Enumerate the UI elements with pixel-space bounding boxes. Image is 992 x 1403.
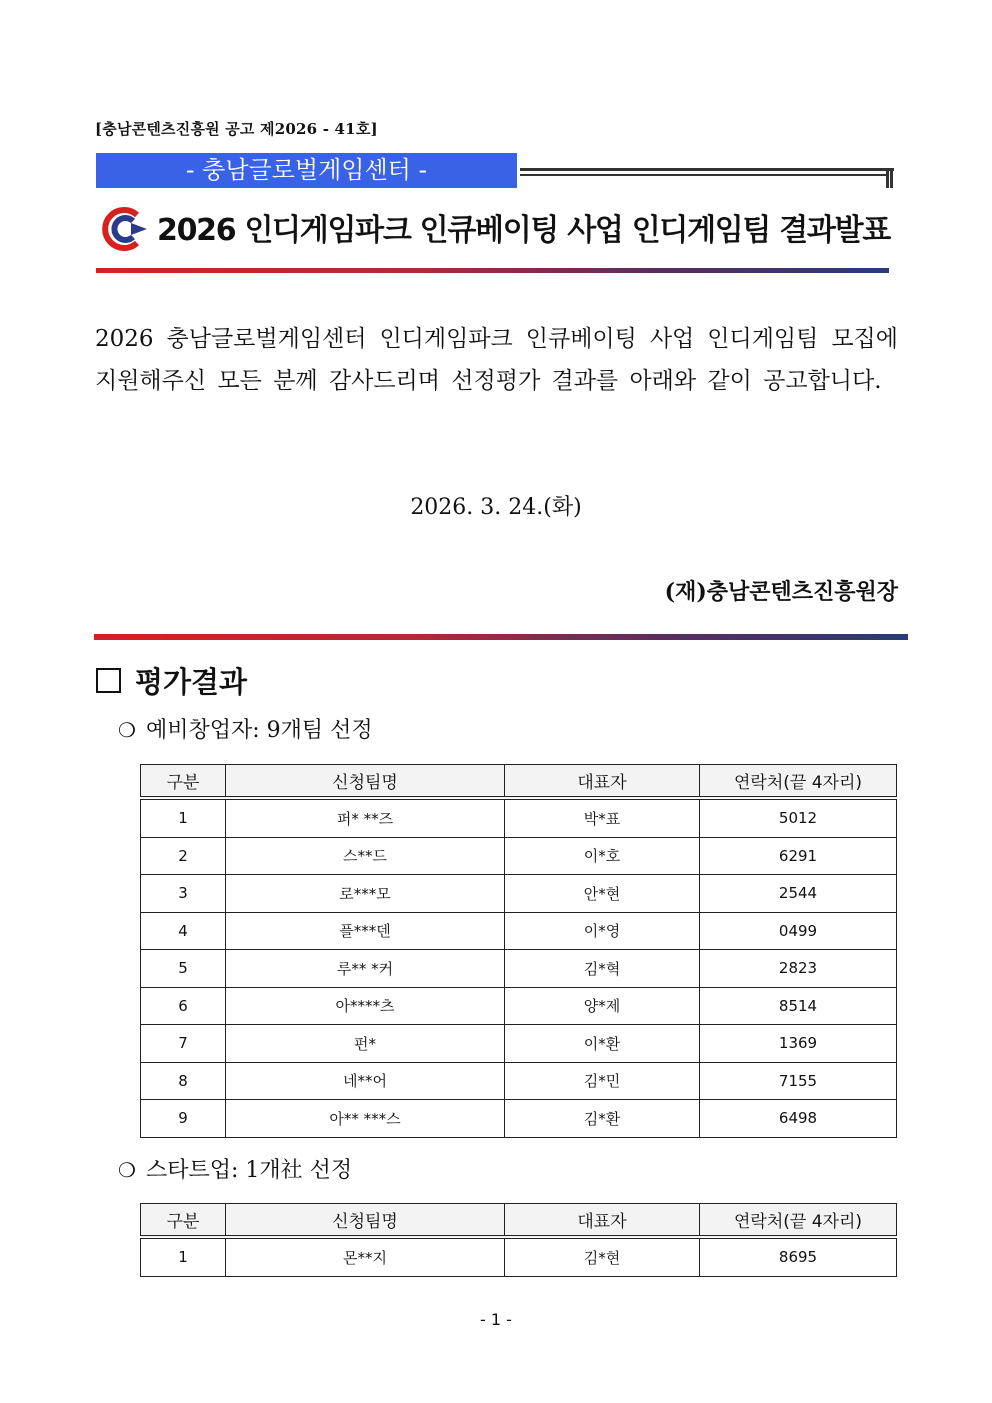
announcement-date: 2026. 3. 24.(화)	[410, 495, 582, 520]
issuer: (재)충남콘텐츠진흥원장	[664, 579, 898, 605]
banner-divider	[890, 168, 893, 188]
hollow-circle-icon: ❍	[118, 1158, 136, 1182]
cell-rep: 이*환	[505, 1025, 700, 1063]
table-row	[141, 837, 897, 875]
banner-divider	[886, 168, 889, 188]
banner-divider	[520, 174, 888, 176]
table-row	[141, 987, 897, 1025]
cell-no: 7	[141, 1025, 226, 1063]
table-row	[141, 1062, 897, 1100]
section-divider	[94, 634, 908, 640]
cell-team: 네**어	[226, 1062, 505, 1100]
section-title-text: 평가결과	[135, 665, 248, 699]
table-row	[141, 912, 897, 950]
table-row	[141, 1237, 897, 1276]
cell-rep: 김*환	[505, 1100, 700, 1138]
header-contact: 연락처(끝 4자리)	[700, 1204, 897, 1238]
table-row	[141, 1100, 897, 1138]
cell-team: 퍼* **즈	[226, 798, 505, 837]
cell-contact: 6498	[700, 1100, 897, 1138]
center-banner: - 충남글로벌게임센터 -	[96, 153, 517, 188]
cell-no: 1	[141, 1237, 226, 1276]
cell-no: 2	[141, 837, 226, 875]
cell-no: 4	[141, 912, 226, 950]
title-underline	[96, 268, 889, 273]
cnc-logo-icon	[97, 206, 149, 252]
pre-startup-heading-text: 예비창업자: 9개팀 선정	[145, 718, 373, 743]
cell-team: 아** ***스	[226, 1100, 505, 1138]
cell-no: 6	[141, 987, 226, 1025]
section-title	[96, 660, 247, 701]
notice-number: [충남콘텐츠진흥원 공고 제2026 - 41호]	[95, 120, 378, 138]
cell-team: 펀*	[226, 1025, 505, 1063]
cell-contact: 8514	[700, 987, 897, 1025]
table-row	[141, 1025, 897, 1063]
startup-table	[140, 1203, 897, 1277]
header-contact: 연락처(끝 4자리)	[700, 765, 897, 799]
table-row	[141, 798, 897, 837]
cell-contact: 8695	[700, 1237, 897, 1276]
table-row	[141, 950, 897, 988]
hollow-circle-icon: ❍	[118, 718, 136, 742]
table-header-row	[141, 1204, 897, 1238]
cell-team: 몬**지	[226, 1237, 505, 1276]
cell-rep: 박*표	[505, 798, 700, 837]
pre-startup-table	[140, 764, 897, 1138]
page-number: - 1 -	[480, 1310, 512, 1329]
cell-team: 로***모	[226, 875, 505, 913]
main-title: 2026 인디게임파크 인큐베이팅 사업 인디게임팀 결과발표	[157, 213, 890, 248]
banner-divider	[520, 168, 894, 171]
cell-no: 1	[141, 798, 226, 837]
header-team: 신청팀명	[226, 765, 505, 799]
cell-no: 8	[141, 1062, 226, 1100]
header-rep: 대표자	[505, 765, 700, 799]
cell-rep: 이*영	[505, 912, 700, 950]
pre-startup-heading	[118, 713, 373, 744]
cell-team: 스**드	[226, 837, 505, 875]
startup-heading	[118, 1153, 352, 1184]
cell-no: 9	[141, 1100, 226, 1138]
startup-heading-text: 스타트업: 1개社 선정	[145, 1158, 353, 1183]
cell-no: 3	[141, 875, 226, 913]
cell-contact: 5012	[700, 798, 897, 837]
cell-rep: 김*현	[505, 1237, 700, 1276]
cell-contact: 2823	[700, 950, 897, 988]
intro-paragraph: 2026 충남글로벌게임센터 인디게임파크 인큐베이팅 사업 인디게임팀 모집에 지원해주신 모든 분께 감사드리며 선정평가 결과를 아래와 같이 공고합니다.	[95, 326, 898, 394]
header-team: 신청팀명	[226, 1204, 505, 1238]
cell-rep: 김*혁	[505, 950, 700, 988]
cell-contact: 7155	[700, 1062, 897, 1100]
cell-no: 5	[141, 950, 226, 988]
square-box-icon	[96, 668, 121, 693]
table-header-row	[141, 765, 897, 799]
cell-team: 루** *커	[226, 950, 505, 988]
cell-team: 플***덴	[226, 912, 505, 950]
cell-contact: 6291	[700, 837, 897, 875]
cell-rep: 김*민	[505, 1062, 700, 1100]
cell-contact: 2544	[700, 875, 897, 913]
cell-rep: 이*호	[505, 837, 700, 875]
cell-rep: 안*현	[505, 875, 700, 913]
header-rep: 대표자	[505, 1204, 700, 1238]
cell-rep: 양*제	[505, 987, 700, 1025]
cell-team: 아****츠	[226, 987, 505, 1025]
header-no: 구분	[141, 765, 226, 799]
table-row	[141, 875, 897, 913]
header-no: 구분	[141, 1204, 226, 1238]
cell-contact: 0499	[700, 912, 897, 950]
cell-contact: 1369	[700, 1025, 897, 1063]
